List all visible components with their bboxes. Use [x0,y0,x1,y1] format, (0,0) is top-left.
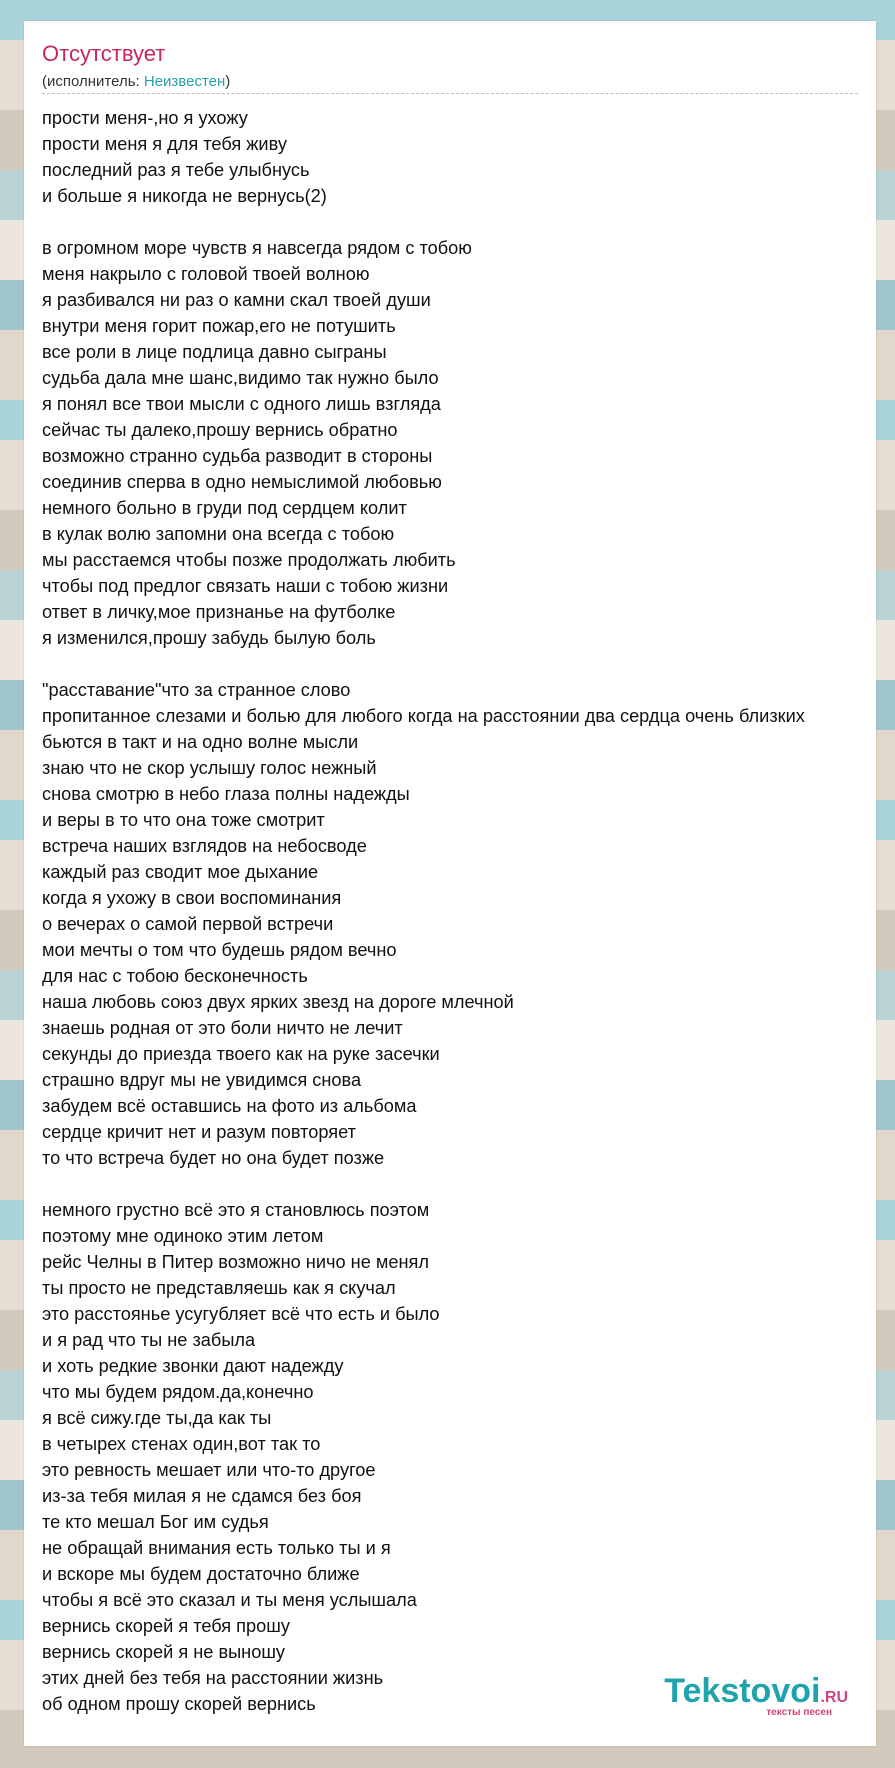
lyric-line: и вскоре мы будем достаточно ближе [42,1564,360,1584]
lyric-line: сердце кричит нет и разум повторяет [42,1122,356,1142]
lyric-line: я всё сижу.где ты,да как ты [42,1408,272,1428]
lyrics-text [42,105,876,1717]
lyric-line: я разбивался ни раз о камни скал твоей души [42,290,431,310]
lyric-line: когда я ухожу в свои воспоминания [42,888,342,908]
lyric-line: секунды до приезда твоего как на руке засечки [42,1044,440,1064]
lyric-line: рейс Челны в Питер возможно ничо не менял [42,1252,429,1272]
lyric-line: не обращай внимания есть только ты и я [42,1538,391,1558]
lyric-line: поэтому мне одиноко этим летом [42,1226,324,1246]
lyric-line: это ревность мешает или что-то другое [42,1460,376,1480]
lyric-line: все роли в лице подлица давно сыграны [42,342,387,362]
lyric-line: то что встреча будет но она будет позже [42,1148,385,1168]
lyric-line: встреча наших взглядов на небосводе [42,836,367,856]
lyric-line: в четырех стенах один,вот так то [42,1434,321,1454]
lyric-line [42,651,876,677]
lyric-line: немного больно в груди под сердцем колит [42,498,407,518]
lyric-line: возможно странно судьба разводит в стороны [42,446,433,466]
site-logo[interactable] [664,1674,848,1718]
lyric-line: и я рад что ты не забыла [42,1330,256,1350]
lyric-line: вернись скорей я не выношу [42,1642,286,1662]
lyric-line: знаю что не скор услышу голос нежный [42,758,377,778]
lyric-line: "расставание"что за странное слово [42,680,351,700]
lyric-line: этих дней без тебя на расстоянии жизнь [42,1668,384,1688]
lyric-line [42,209,876,235]
lyric-line: мы расстаемся чтобы позже продолжать любить [42,550,456,570]
lyric-line: наша любовь союз двух ярких звезд на дороге млечной [42,992,514,1012]
lyric-line: ты просто не представляешь как я скучал [42,1278,396,1298]
lyric-line: прости меня я для тебя живу [42,134,287,154]
lyric-line: чтобы под предлог связать наши с тобою жизни [42,576,449,596]
artist-link[interactable]: Неизвестен [143,73,226,90]
lyric-line: ответ в личку,мое признанье на футболке [42,602,396,622]
lyric-line: внутри меня горит пожар,его не потушить [42,316,396,336]
logo-tld: .RU [820,1689,848,1706]
lyric-line: снова смотрю в небо глаза полны надежды [42,784,410,804]
lyric-line: немного грустно всё это я становлюсь поэтом [42,1200,430,1220]
lyric-line: и веры в то что она тоже смотрит [42,810,325,830]
lyric-line: страшно вдруг мы не увидимся снова [42,1070,362,1090]
lyric-line: в огромном море чувств я навсегда рядом с тобою [42,238,472,258]
header-divider [42,93,858,94]
lyric-line: чтобы я всё это сказал и ты меня услышала [42,1590,417,1610]
lyric-line: мои мечты о том что будешь рядом вечно [42,940,397,960]
lyric-line: и больше я никогда не вернусь(2) [42,186,327,206]
lyric-line: последний раз я тебе улыбнусь [42,160,310,180]
lyric-line: это расстоянье усугубляет всё что есть и было [42,1304,440,1324]
lyric-line: я понял все твои мысли с одного лишь взгляда [42,394,441,414]
lyric-line: бьются в такт и на одно волне мысли [42,732,359,752]
lyric-line: о вечерах о самой первой встречи [42,914,334,934]
lyric-line: я изменился,прошу забудь былую боль [42,628,376,648]
lyric-line: забудем всё оставшись на фото из альбома [42,1096,417,1116]
lyrics-page [24,21,876,1746]
lyric-line: для нас с тобою бесконечность [42,966,308,986]
lyric-line: соединив сперва в одно немыслимой любовью [42,472,442,492]
lyric-line: что мы будем рядом.да,конечно [42,1382,314,1402]
lyric-line [42,1171,876,1197]
artist-suffix: ) [225,73,231,90]
artist-line [42,73,230,91]
lyric-line: в кулак волю запомни она всегда с тобою [42,524,395,544]
lyric-line: те кто мешал Бог им судья [42,1512,269,1532]
logo-tagline: тексты песен [766,1707,832,1718]
lyric-line: об одном прошу скорей вернись [42,1694,316,1714]
lyric-line: каждый раз сводит мое дыхание [42,862,319,882]
lyric-line: пропитанное слезами и болью для любого когда на расстоянии два сердца очень близких [42,706,805,726]
lyric-line: вернись скорей я тебя прошу [42,1616,290,1636]
lyric-line: прости меня-,но я ухожу [42,108,248,128]
lyric-line: судьба дала мне шанс,видимо так нужно было [42,368,439,388]
logo-wordmark: Tekstovoi [664,1672,821,1710]
lyric-line: из-за тебя милая я не сдамся без боя [42,1486,362,1506]
lyric-line: меня накрыло с головой твоей волною [42,264,370,284]
lyric-line: сейчас ты далеко,прошу вернись обратно [42,420,398,440]
lyric-line: знаешь родная от это боли ничто не лечит [42,1018,403,1038]
lyric-line: и хоть редкие звонки дают надежду [42,1356,344,1376]
song-title: Отсутствует [42,41,166,66]
artist-prefix: (исполнитель: [42,73,144,90]
